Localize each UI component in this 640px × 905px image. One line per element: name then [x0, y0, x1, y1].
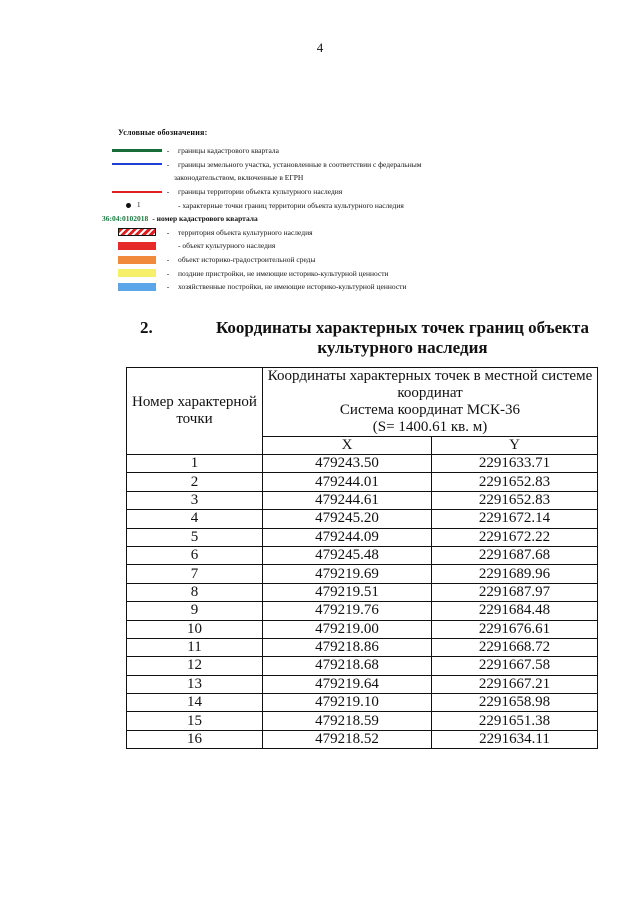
cell-x: 479218.68 [263, 657, 432, 675]
cell-y: 2291633.71 [432, 455, 598, 473]
table-body [127, 455, 598, 749]
legend-item [112, 280, 532, 294]
legend [102, 128, 532, 294]
legend-item-text: хозяйственные постройки, не имеющие историко-культурной ценности [178, 282, 407, 292]
cell-x: 479244.61 [263, 491, 432, 509]
legend-dash: - [166, 159, 170, 169]
coordinates-table [126, 367, 598, 749]
fill-swatch [118, 242, 156, 250]
cell-y: 2291652.83 [432, 491, 598, 509]
cell-y: 2291634.11 [432, 730, 598, 748]
legend-item-text: - объект культурного наследия [178, 241, 276, 251]
legend-point-symbol [112, 199, 162, 212]
legend-dash: - [166, 255, 170, 265]
legend-item-text: объект историко-градостроительной среды [178, 255, 316, 265]
cell-x: 479219.76 [263, 602, 432, 620]
legend-item [112, 198, 532, 212]
legend-title: Условные обозначения: [118, 128, 208, 137]
legend-item [112, 266, 532, 280]
legend-item [112, 226, 532, 240]
legend-hatch-symbol [112, 226, 162, 239]
legend-fill-symbol [112, 253, 162, 266]
fill-swatch [118, 269, 156, 277]
cell-point-number: 1 [127, 455, 263, 473]
table-row [127, 620, 598, 638]
legend-item-text: границы земельного участка, установленные в соответствии с федеральным [178, 159, 422, 169]
legend-item [112, 253, 532, 267]
table-row [127, 694, 598, 712]
legend-dash: - [166, 282, 170, 292]
legend-item-text: - номер кадастрового квартала [152, 214, 258, 224]
header-area: (S= 1400.61 кв. м) [372, 419, 488, 435]
table-row [127, 675, 598, 693]
cell-y: 2291667.21 [432, 675, 598, 693]
legend-item-text: границы кадастрового квартала [178, 146, 279, 156]
fill-swatch [118, 256, 156, 264]
cell-x: 479219.10 [263, 694, 432, 712]
table-row [127, 730, 598, 748]
cell-y: 2291687.68 [432, 546, 598, 564]
cell-point-number: 10 [127, 620, 263, 638]
legend-item [112, 239, 532, 253]
cell-point-number: 12 [127, 657, 263, 675]
point-marker-label: 1 [137, 201, 141, 210]
header-coordinates [263, 368, 598, 437]
table-row [127, 602, 598, 620]
cell-point-number: 5 [127, 528, 263, 546]
cell-x: 479244.01 [263, 473, 432, 491]
table-row [127, 473, 598, 491]
legend-fill-symbol [112, 267, 162, 280]
cell-y: 2291676.61 [432, 620, 598, 638]
cell-y: 2291652.83 [432, 473, 598, 491]
cell-y: 2291684.48 [432, 602, 598, 620]
cell-x: 479219.51 [263, 583, 432, 601]
cell-x: 479244.09 [263, 528, 432, 546]
cell-y: 2291687.97 [432, 583, 598, 601]
header-coordinates-title: Координаты характерных точек в местной системе координат [267, 368, 593, 401]
cell-point-number: 2 [127, 473, 263, 491]
cell-x: 479218.52 [263, 730, 432, 748]
table-row [127, 583, 598, 601]
point-marker-icon [126, 203, 131, 208]
header-point-number: Номер характерной точки [127, 368, 263, 455]
table-row [127, 638, 598, 656]
legend-item [112, 185, 532, 199]
legend-line-symbol [112, 158, 162, 171]
legend-item [112, 171, 532, 185]
header-x: X [263, 437, 432, 455]
cell-point-number: 6 [127, 546, 263, 564]
cell-x: 479219.64 [263, 675, 432, 693]
legend-line-swatch [112, 149, 162, 152]
cell-x: 479219.69 [263, 565, 432, 583]
cell-point-number: 11 [127, 638, 263, 656]
cell-y: 2291658.98 [432, 694, 598, 712]
cell-y: 2291672.14 [432, 510, 598, 528]
legend-dash: - [166, 227, 170, 237]
legend-line-swatch [112, 191, 162, 193]
table-row [127, 712, 598, 730]
header-coordinate-system: Система координат МСК-36 [339, 402, 521, 418]
cell-x: 479218.86 [263, 638, 432, 656]
cell-point-number: 14 [127, 694, 263, 712]
legend-dash: - [166, 268, 170, 278]
legend-item-text: территория объекта культурного наследия [178, 227, 313, 237]
header-y: Y [432, 437, 598, 455]
table-row [127, 528, 598, 546]
table-row [127, 455, 598, 473]
table-row [127, 657, 598, 675]
cell-x: 479218.59 [263, 712, 432, 730]
legend-item-text: поздние пристройки, не имеющие историко-культурной ценности [178, 268, 389, 278]
section-title: Координаты характерных точек границ объекта культурного наследия [215, 318, 590, 357]
cell-y: 2291689.96 [432, 565, 598, 583]
cell-point-number: 13 [127, 675, 263, 693]
cell-y: 2291667.58 [432, 657, 598, 675]
legend-line-swatch [112, 163, 162, 165]
hatch-swatch [118, 228, 156, 236]
cell-y: 2291668.72 [432, 638, 598, 656]
table-row [127, 565, 598, 583]
legend-item-text: законодательством, включенные в ЕГРН [174, 173, 304, 183]
section-number: 2. [140, 318, 153, 337]
cell-x: 479219.00 [263, 620, 432, 638]
legend-fill-symbol [112, 239, 162, 252]
cell-x: 479245.20 [263, 510, 432, 528]
legend-item [112, 144, 532, 158]
cell-point-number: 15 [127, 712, 263, 730]
cell-point-number: 3 [127, 491, 263, 509]
cell-y: 2291651.38 [432, 712, 598, 730]
table-row [127, 491, 598, 509]
cell-x: 479243.50 [263, 455, 432, 473]
section-heading [140, 318, 620, 358]
legend-dash: - [166, 146, 170, 156]
legend-item-text: - характерные точки границ территории объекта культурного наследия [178, 200, 404, 210]
cell-point-number: 9 [127, 602, 263, 620]
cell-x: 479245.48 [263, 546, 432, 564]
cell-point-number: 7 [127, 565, 263, 583]
cell-y: 2291672.22 [432, 528, 598, 546]
table-row [127, 546, 598, 564]
legend-item-text: границы территории объекта культурного наследия [178, 187, 343, 197]
legend-item [102, 212, 532, 226]
fill-swatch [118, 283, 156, 291]
legend-line-symbol [112, 185, 162, 198]
cell-point-number: 4 [127, 510, 263, 528]
table-header-row [127, 368, 598, 437]
page-number: 4 [316, 40, 324, 55]
legend-item [112, 158, 532, 172]
legend-fill-symbol [112, 280, 162, 293]
legend-dash: - [166, 187, 170, 197]
cadastral-quarter-code: 36:04:0102018 [102, 214, 149, 224]
cell-point-number: 16 [127, 730, 263, 748]
legend-items [102, 144, 532, 294]
legend-line-symbol [112, 144, 162, 157]
cell-point-number: 8 [127, 583, 263, 601]
table-row [127, 510, 598, 528]
